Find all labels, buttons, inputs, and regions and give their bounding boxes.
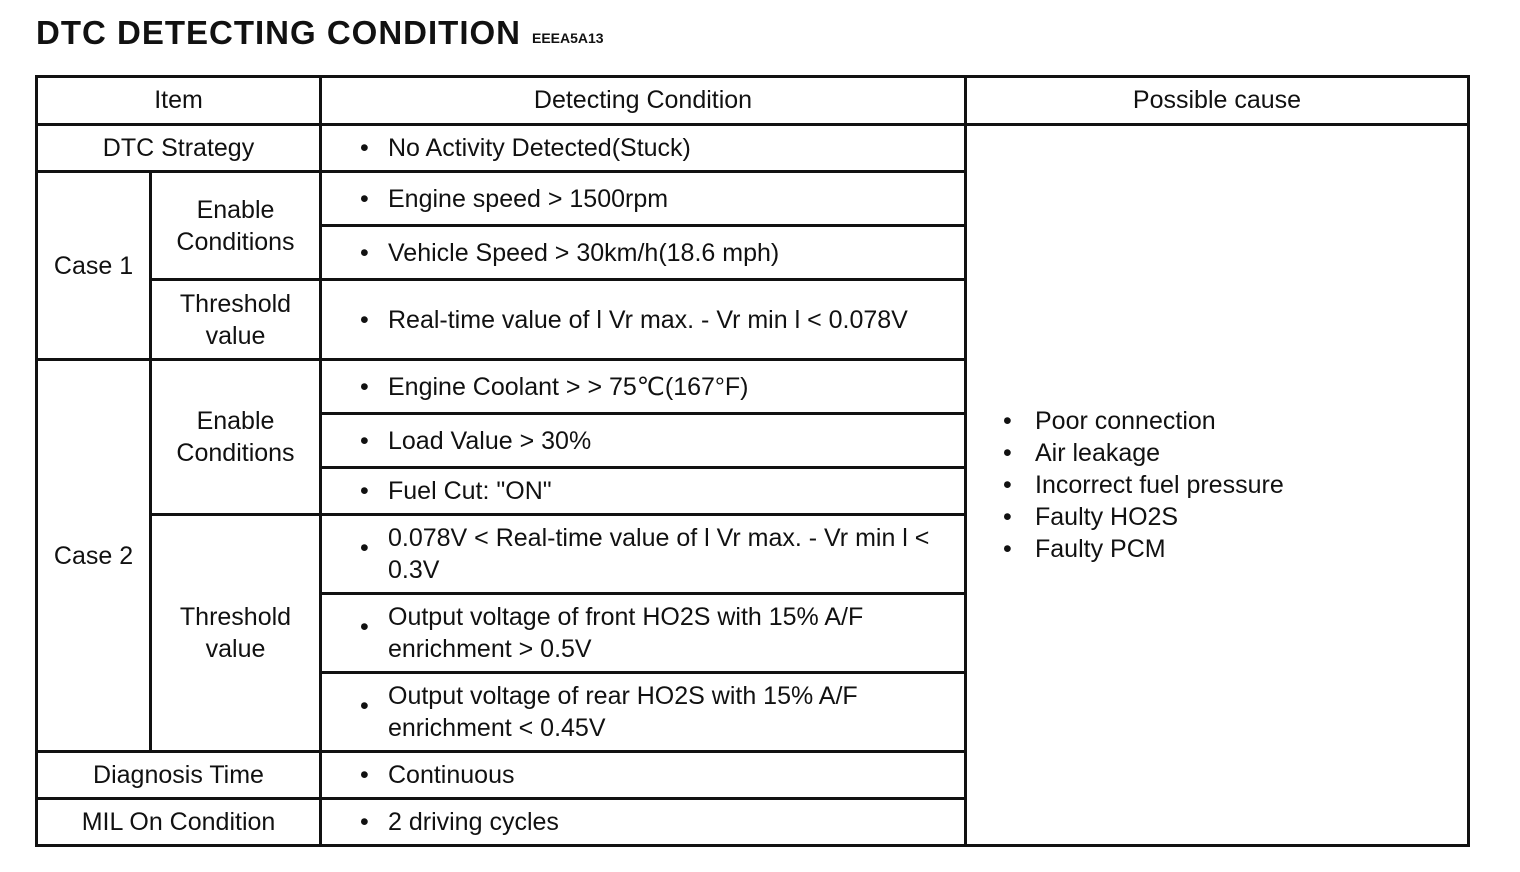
case2-enable-item: • Fuel Cut: "ON" — [321, 468, 966, 515]
case1-enable-item: • Vehicle Speed > 30km/h(18.6 mph) — [321, 226, 966, 280]
diagnosis-label: Diagnosis Time — [37, 752, 321, 799]
cause-item: • Faulty HO2S — [1003, 501, 1467, 533]
cause-item: • Faulty PCM — [1003, 533, 1467, 565]
strategy-value: • No Activity Detected(Stuck) — [321, 125, 966, 172]
case2-threshold-label: Threshold value — [151, 515, 321, 752]
cause-item: • Incorrect fuel pressure — [1003, 469, 1467, 501]
case2-enable-item: • Engine Coolant > > 75℃(167°F) — [321, 360, 966, 414]
case2-enable-item: • Load Value > 30% — [321, 414, 966, 468]
cause-item: • Air leakage — [1003, 437, 1467, 469]
case2-threshold-item: • 0.078V < Real-time value of l Vr max. - Vr min l < 0.3V — [321, 515, 966, 594]
document-code: EEEA5A13 — [532, 30, 604, 46]
dtc-condition-table — [35, 75, 1470, 847]
header-cause: Possible cause — [966, 77, 1469, 125]
table-row — [37, 125, 1469, 172]
diagnosis-value: • Continuous — [321, 752, 966, 799]
case2-threshold-item: • Output voltage of front HO2S with 15% A/F enrichment > 0.5V — [321, 594, 966, 673]
case1-enable-item: • Engine speed > 1500rpm — [321, 172, 966, 226]
case1-threshold-label: Threshold value — [151, 280, 321, 360]
cause-item: • Poor connection — [1003, 405, 1467, 437]
case1-enable-label: Enable Conditions — [151, 172, 321, 280]
mil-label: MIL On Condition — [37, 799, 321, 846]
case2-enable-label: Enable Conditions — [151, 360, 321, 515]
case2-label: Case 2 — [37, 360, 151, 752]
case2-threshold-item: • Output voltage of rear HO2S with 15% A/F enrichment < 0.45V — [321, 673, 966, 752]
case1-label: Case 1 — [37, 172, 151, 360]
strategy-label: DTC Strategy — [37, 125, 321, 172]
possible-causes — [966, 125, 1469, 846]
header-condition: Detecting Condition — [321, 77, 966, 125]
case1-threshold-item: • Real-time value of l Vr max. - Vr min l < 0.078V — [321, 280, 966, 360]
header-row — [37, 77, 1469, 125]
header-item: Item — [37, 77, 321, 125]
page-title: DTC DETECTING CONDITION — [36, 14, 521, 51]
mil-value: • 2 driving cycles — [321, 799, 966, 846]
